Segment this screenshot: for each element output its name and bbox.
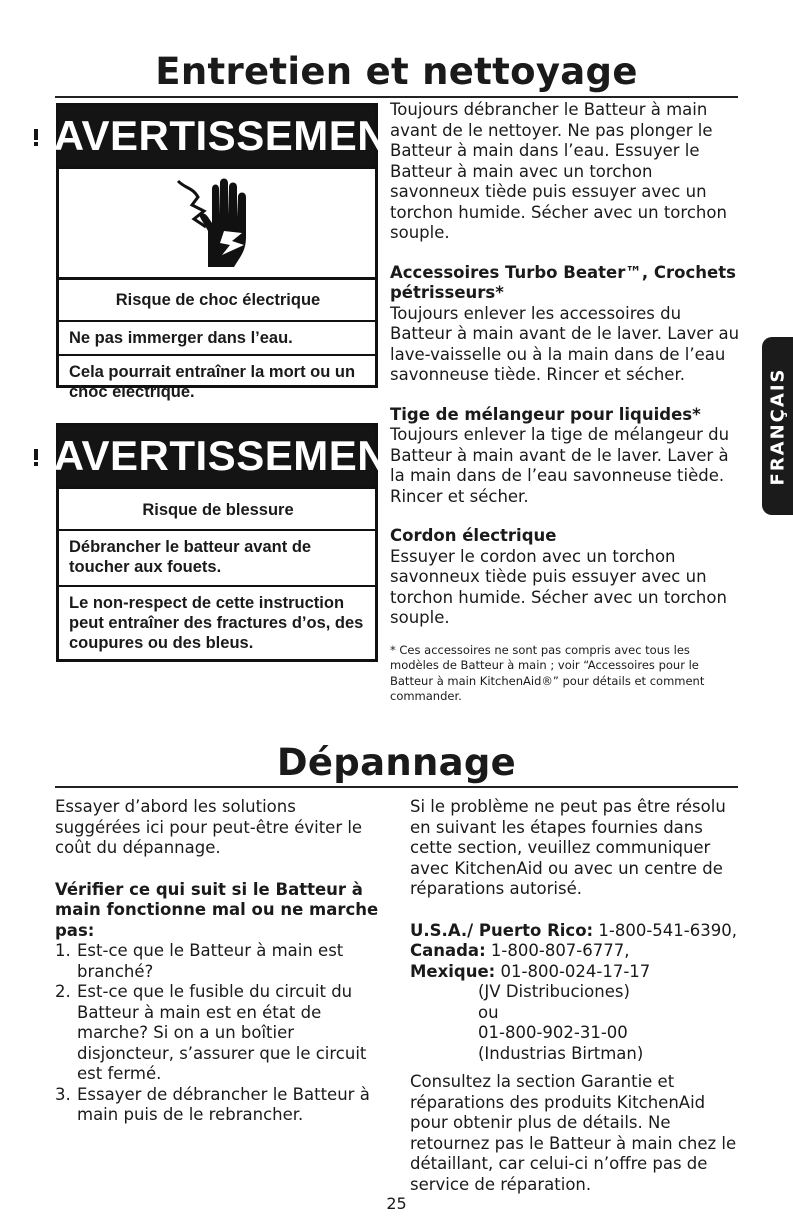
contact-block xyxy=(410,921,742,1065)
contact-mexico-number2: 01-800-902-31-00 xyxy=(478,1023,628,1042)
warning-header xyxy=(53,426,415,489)
troubleshoot-intro: Essayer d’abord les solutions suggérées ici pour peut-être éviter le coût du dépannage. xyxy=(55,797,363,857)
title-rule xyxy=(55,96,738,98)
accessories-text: Toujours enlever les accessoires du Batteur à main avant de le laver. Laver au lave-vaisselle ou à la main dans de l’eau savonneuse tiède. Rincer et sécher. xyxy=(390,303,740,384)
cord-heading: Cordon électrique xyxy=(390,526,557,545)
service-intro: Si le problème ne peut pas être résolu en suivant les étapes fournies dans cette section, veuillez communiquer avec KitchenAid ou avec un centre de réparations autorisé. xyxy=(410,797,726,898)
rod-heading: Tige de mélangeur pour liquides* xyxy=(390,404,701,424)
page-number: 25 xyxy=(386,1194,407,1213)
warning-triangle-icon xyxy=(20,432,52,480)
contact-usa: U.S.A./ Puerto Rico: 1-800-541-6390, xyxy=(410,920,737,940)
warning-triangle-icon xyxy=(20,112,52,160)
care-text-column xyxy=(390,100,740,705)
warning-consequence: Le non-respect de cette instruction peut entraîner des fractures d’os, des coupures ou des bleus. xyxy=(69,594,364,652)
warning-label: AVERTISSEMENT xyxy=(53,112,415,159)
language-tab: FRANÇAIS xyxy=(762,337,793,515)
check-list xyxy=(55,941,385,1126)
warning-header xyxy=(53,106,415,169)
closing-text: Consultez la section Garantie et réparations des produits KitchenAid pour obtenir plus de détails. Ne retournez pas le Batteur à main chez le détaillant, car celui-ci n’offre pas de service de réparation. xyxy=(410,1072,737,1194)
warning-box-shock xyxy=(53,103,415,401)
contact-canada: Canada: 1-800-807-6777, xyxy=(410,941,630,960)
contact-mexico-or: ou xyxy=(478,1002,499,1022)
troubleshoot-left-column xyxy=(55,797,385,1126)
cord-text: Essuyer le cordon avec un torchon savonneux tiède puis essuyer avec un torchon humide. Sécher avec un torchon souple. xyxy=(390,546,727,627)
warning-label: AVERTISSEMENT xyxy=(53,432,415,479)
list-item: 3. Essayer de débrancher le Batteur à main puis de le rebrancher. xyxy=(55,1084,370,1124)
list-item: 1. Est-ce que le Batteur à main est branché? xyxy=(55,941,344,981)
accessories-heading: Accessoires Turbo Beater™, Crochets pétrisseurs* xyxy=(390,262,736,302)
warning-instruction: Ne pas immerger dans l’eau. xyxy=(69,329,293,347)
care-intro: Toujours débrancher le Batteur à main avant de le nettoyer. Ne pas plonger le Batteur à main dans l’eau. Essuyer le Batteur à main avec un torchon savonneux tiède puis essuyer avec un torchon humide. Sécher avec un torchon souple. xyxy=(390,100,727,242)
title-rule xyxy=(55,786,738,788)
warning-box-injury xyxy=(53,423,415,662)
warning-risk-text: Risque de choc électrique xyxy=(115,291,321,309)
warning-consequence: Cela pourrait entraîner la mort ou un choc électrique. xyxy=(69,363,356,401)
warning-risk-text: Risque de blessure xyxy=(142,501,294,519)
section-title-depannage: Dépannage xyxy=(276,741,517,784)
rod-text: Toujours enlever la tige de mélangeur du Batteur à main avant de le laver. Laver à la main dans de l’eau savonneuse tiède. Rincer et sécher. xyxy=(390,425,730,506)
footnote: * Ces accessoires ne sont pas compris avec tous les modèles de Batteur à main ; voir “Accessoires pour le Batteur à main KitchenAid®” pour détails et comment commander. xyxy=(390,642,705,703)
warning-instruction: Débrancher le batteur avant de toucher aux fouets. xyxy=(69,538,312,576)
contact-mexico: Mexique: 01-800-024-17-17 xyxy=(410,961,651,981)
list-item: 2. Est-ce que le fusible du circuit du Batteur à main est en état de marche? Si on a un boîtier disjoncteur, s’assurer que le circuit est fermé. xyxy=(55,982,367,1083)
contact-mexico-name1: (JV Distribuciones) xyxy=(478,982,630,1001)
section-title-entretien: Entretien et nettoyage xyxy=(155,50,638,93)
check-heading: Vérifier ce qui suit si le Batteur à main fonctionne mal ou ne marche pas: xyxy=(55,879,379,940)
contact-mexico-name2: (Industrias Birtman) xyxy=(478,1043,644,1063)
shock-hand-icon xyxy=(59,169,375,280)
troubleshoot-right-column xyxy=(410,797,742,1195)
